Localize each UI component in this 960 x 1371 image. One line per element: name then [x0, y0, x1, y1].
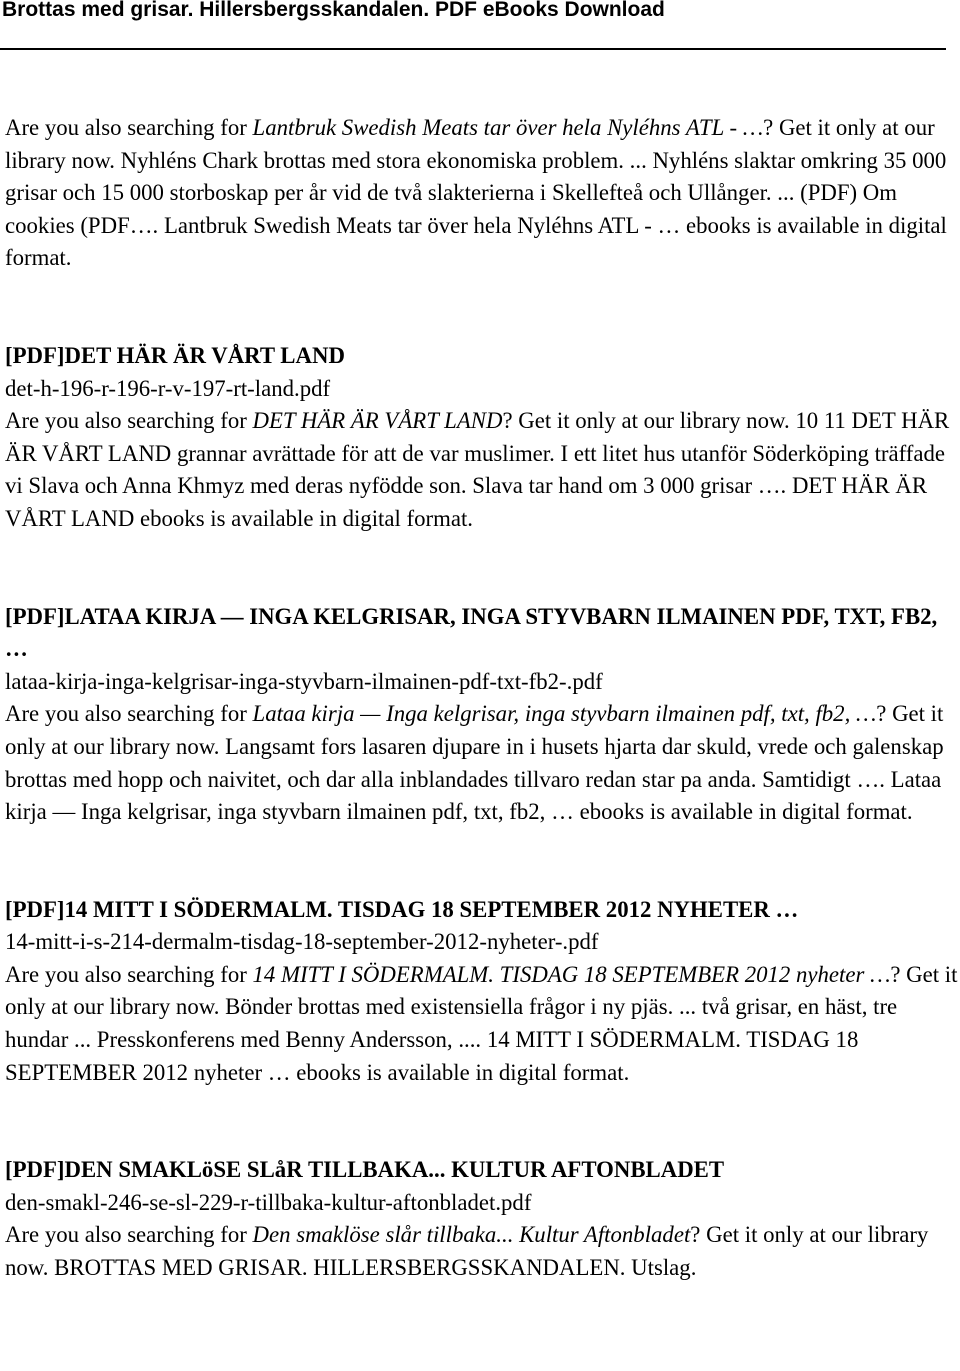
result-title[interactable]: [PDF]LATAA KIRJA — INGA KELGRISAR, INGA STYVBARN ILMAINEN PDF, TXT, FB2, …	[5, 603, 938, 662]
result-entry	[5, 601, 960, 829]
result-entry	[5, 340, 960, 536]
document-body	[5, 112, 960, 1285]
result-description: Are you also searching for DET HÄR ÄR VÅRT LAND? Get it only at our library now. 10 11 DET HÄR ÄR VÅRT LAND grannar avrättade för att de var muslimer. I ett litet hus utanför Söderköping träffade vi Slava och Anna Khmyz med deras nyfödde son. Slava tar hand om 3 000 grisar …. DET HÄR ÄR VÅRT LAND ebooks is available in digital format.	[5, 408, 950, 531]
result-filename[interactable]: den-smakl-246-se-sl-229-r-tillbaka-kultur-aftonbladet.pdf	[5, 1189, 532, 1215]
intro-italic-query: Lantbruk Swedish Meats tar över hela Nyléhns ATL - …	[252, 115, 764, 140]
result-filename[interactable]: det-h-196-r-196-r-v-197-rt-land.pdf	[5, 375, 331, 401]
result-description: Are you also searching for Den smaklöse slår tillbaka... Kultur Aftonbladet? Get it only at our library now. BROTTAS MED GRISAR. HILLERSBERGSSKANDALEN. Utslag.	[5, 1222, 929, 1281]
result-entry	[5, 1154, 960, 1284]
header-divider	[0, 48, 946, 50]
result-title[interactable]: [PDF]DET HÄR ÄR VÅRT LAND	[5, 342, 345, 368]
intro-text-rest: ? Get it only at our library now. Nyhléns Chark brottas med stora ekonomiska problem. ... Nyhléns slaktar omkring 35 000 grisar och 15 000 storboskap per år vid de två slakterierna i Skellefteå och Ullånger. ... (PDF) Om cookies (PDF…. Lantbruk Swedish Meats tar över hela Nyléhns ATL - … ebooks is available in digital format.	[5, 115, 947, 271]
result-description: Are you also searching for 14 MITT I SÖDERMALM. TISDAG 18 SEPTEMBER 2012 nyheter …? Get it only at our library now. Bönder brottas med existensiella frågor i ny pjäs. ... två grisar, en häst, tre hundar ... Presskonferens med Benny Andersson, .... 14 MITT I SÖDERMALM. TISDAG 18 SEPTEMBER 2012 nyheter … ebooks is available in digital format.	[5, 961, 958, 1085]
page-header-title: Brottas med grisar. Hillersbergsskandalen. PDF eBooks Download	[2, 0, 665, 21]
result-entry	[5, 894, 960, 1090]
result-filename[interactable]: lataa-kirja-inga-kelgrisar-inga-styvbarn-ilmainen-pdf-txt-fb2-.pdf	[5, 668, 603, 694]
result-filename[interactable]: 14-mitt-i-s-214-dermalm-tisdag-18-september-2012-nyheter-.pdf	[5, 929, 599, 955]
result-title[interactable]: [PDF]DEN SMAKLöSE SLåR TILLBAKA... KULTUR AFTONBLADET	[5, 1157, 725, 1183]
intro-text-start: Are you also searching for	[5, 115, 253, 140]
result-title[interactable]: [PDF]14 MITT I SÖDERMALM. TISDAG 18 SEPTEMBER 2012 NYHETER …	[5, 896, 799, 922]
result-description: Are you also searching for Lataa kirja — Inga kelgrisar, inga styvbarn ilmainen pdf, txt, fb2, …? Get it only at our library now. Langsamt fors lasaren djupare in i husets hjarta dar skuld, vrede och galenskap brottas med hopp och naivitet, och dar alla inblandades tillvaro redan star pa anda. Samtidigt …. Lataa kirja — Inga kelgrisar, inga styvbarn ilmainen pdf, txt, fb2, … ebooks is available in digital format.	[5, 701, 944, 825]
intro-paragraph	[5, 112, 960, 275]
